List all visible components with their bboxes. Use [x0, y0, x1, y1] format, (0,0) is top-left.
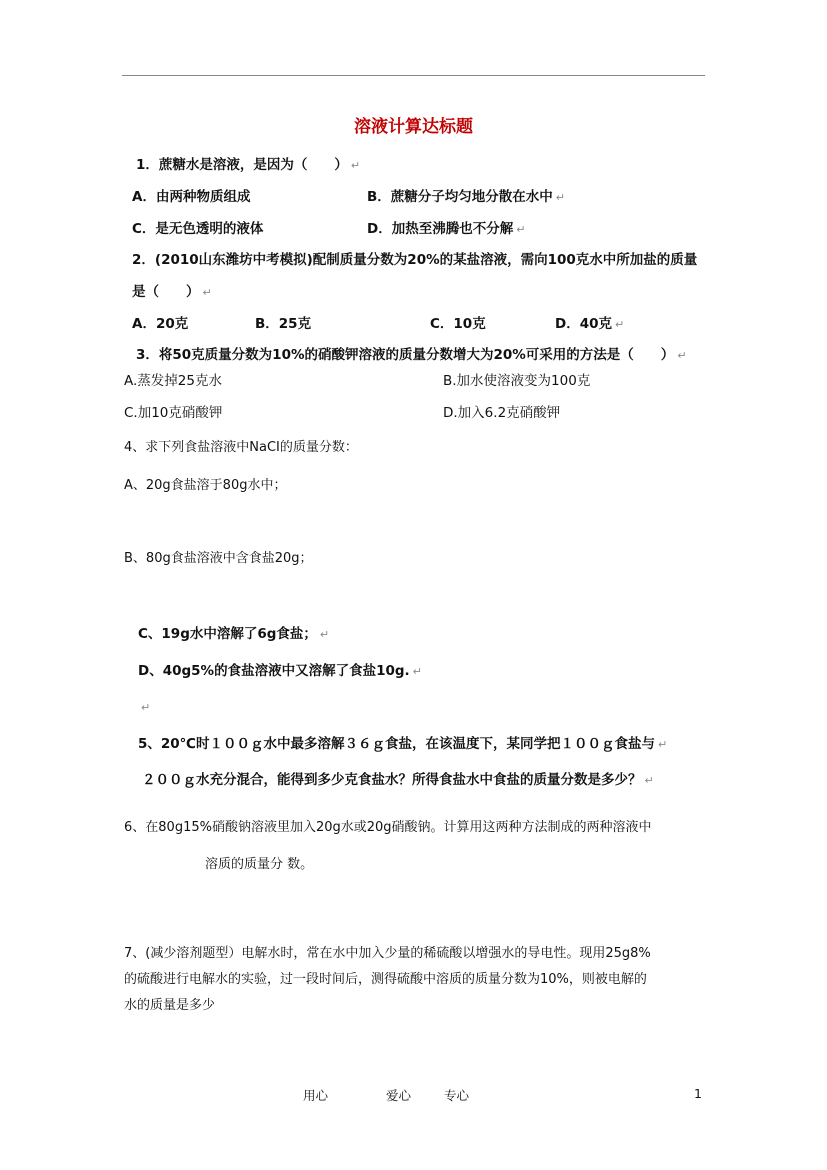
- return-mark-icon: ↵: [141, 701, 151, 714]
- q1-option-a: A．由两种物质组成: [132, 189, 251, 205]
- footer-text-middle: 爱心: [386, 1088, 412, 1103]
- q3-option-c: C.加10克硝酸钾: [124, 405, 223, 421]
- footer-text-right: 专心: [444, 1088, 470, 1103]
- q3-stem: 3．将50克质量分数为10%的硝酸钾溶液的质量分数增大为20%可采用的方法是（ ） ↵: [136, 347, 687, 363]
- return-mark-icon: ↵: [615, 318, 625, 331]
- return-mark-icon: ↵: [658, 738, 668, 751]
- q1-stem: 1．蔗糖水是溶液，是因为（ ） ↵: [136, 157, 361, 173]
- q1-option-c: C．是无色透明的液体: [132, 221, 264, 237]
- q1-option-b: B．蔗糖分子均匀地分散在水中 ↵: [367, 189, 566, 205]
- q5-line1: 5、20℃时１００ｇ水中最多溶解３６ｇ食盐，在该温度下，某同学把１００ｇ食盐与 ↵: [138, 736, 668, 752]
- return-mark-icon: ↵: [516, 223, 526, 236]
- q3-option-b: B.加水使溶液变为100克: [443, 373, 591, 389]
- page-title: 溶液计算达标题: [354, 117, 473, 137]
- q2-stem-line1: 2．(2010山东潍坊中考模拟)配制质量分数为20%的某盐溶液，需向100克水中所加盐的质量: [132, 252, 698, 268]
- return-mark-icon: ↵: [644, 774, 654, 787]
- q4-part-a: A、20g食盐溶于80g水中；: [124, 478, 287, 493]
- header-rule: [122, 75, 705, 76]
- q2-option-b: B．25克: [255, 316, 312, 332]
- q7-line2: 的硫酸进行电解水的实验，过一段时间后，测得硫酸中溶质的质量分数为10%，则被电解的: [124, 972, 647, 987]
- return-mark-icon: ↵: [319, 628, 330, 641]
- q6-line2: 溶质的质量分 数。: [205, 857, 314, 872]
- q2-stem-line2: 是（ ） ↵: [132, 284, 212, 300]
- q2-option-a: A．20克: [132, 316, 189, 332]
- q6-line1: 6、在80g15%硝酸钠溶液里加入20g水或20g硝酸钠。计算用这两种方法制成的两种溶液中: [124, 820, 652, 835]
- q4-part-d: D、40g5%的食盐溶液中又溶解了食盐10g. ↵: [138, 663, 422, 679]
- q3-option-a: A.蒸发掉25克水: [124, 373, 222, 389]
- q2-option-c: C．10克: [430, 316, 486, 332]
- return-mark-icon: ↵: [412, 665, 422, 678]
- q3-option-d: D.加入6.2克硝酸钾: [443, 405, 561, 421]
- page-number: 1: [694, 1086, 702, 1101]
- q1-option-d: D．加热至沸腾也不分解 ↵: [367, 221, 526, 237]
- return-mark-icon: ↵: [555, 191, 566, 204]
- return-mark-icon: ↵: [677, 349, 687, 362]
- empty-paragraph: [138, 696, 150, 715]
- q7-line3: 水的质量是多少: [124, 998, 216, 1013]
- return-mark-icon: ↵: [350, 159, 361, 172]
- q4-part-b: B、80g食盐溶液中含食盐20g；: [124, 551, 313, 566]
- q4-stem: 4、求下列食盐溶液中NaCI的质量分数：: [124, 440, 358, 455]
- q5-line2: ２００ｇ水充分混合，能得到多少克食盐水？所得食盐水中食盐的质量分数是多少？ ↵: [142, 772, 654, 788]
- return-mark-icon: ↵: [202, 286, 212, 299]
- q2-option-d: D．40克 ↵: [555, 316, 625, 332]
- footer-text-left: 用心: [303, 1088, 329, 1103]
- q4-part-c: C、19g水中溶解了6g食盐； ↵: [138, 626, 330, 642]
- q7-line1: 7、(减少溶剂题型）电解水时，常在水中加入少量的稀硫酸以增强水的导电性。现用25g8%: [124, 946, 651, 961]
